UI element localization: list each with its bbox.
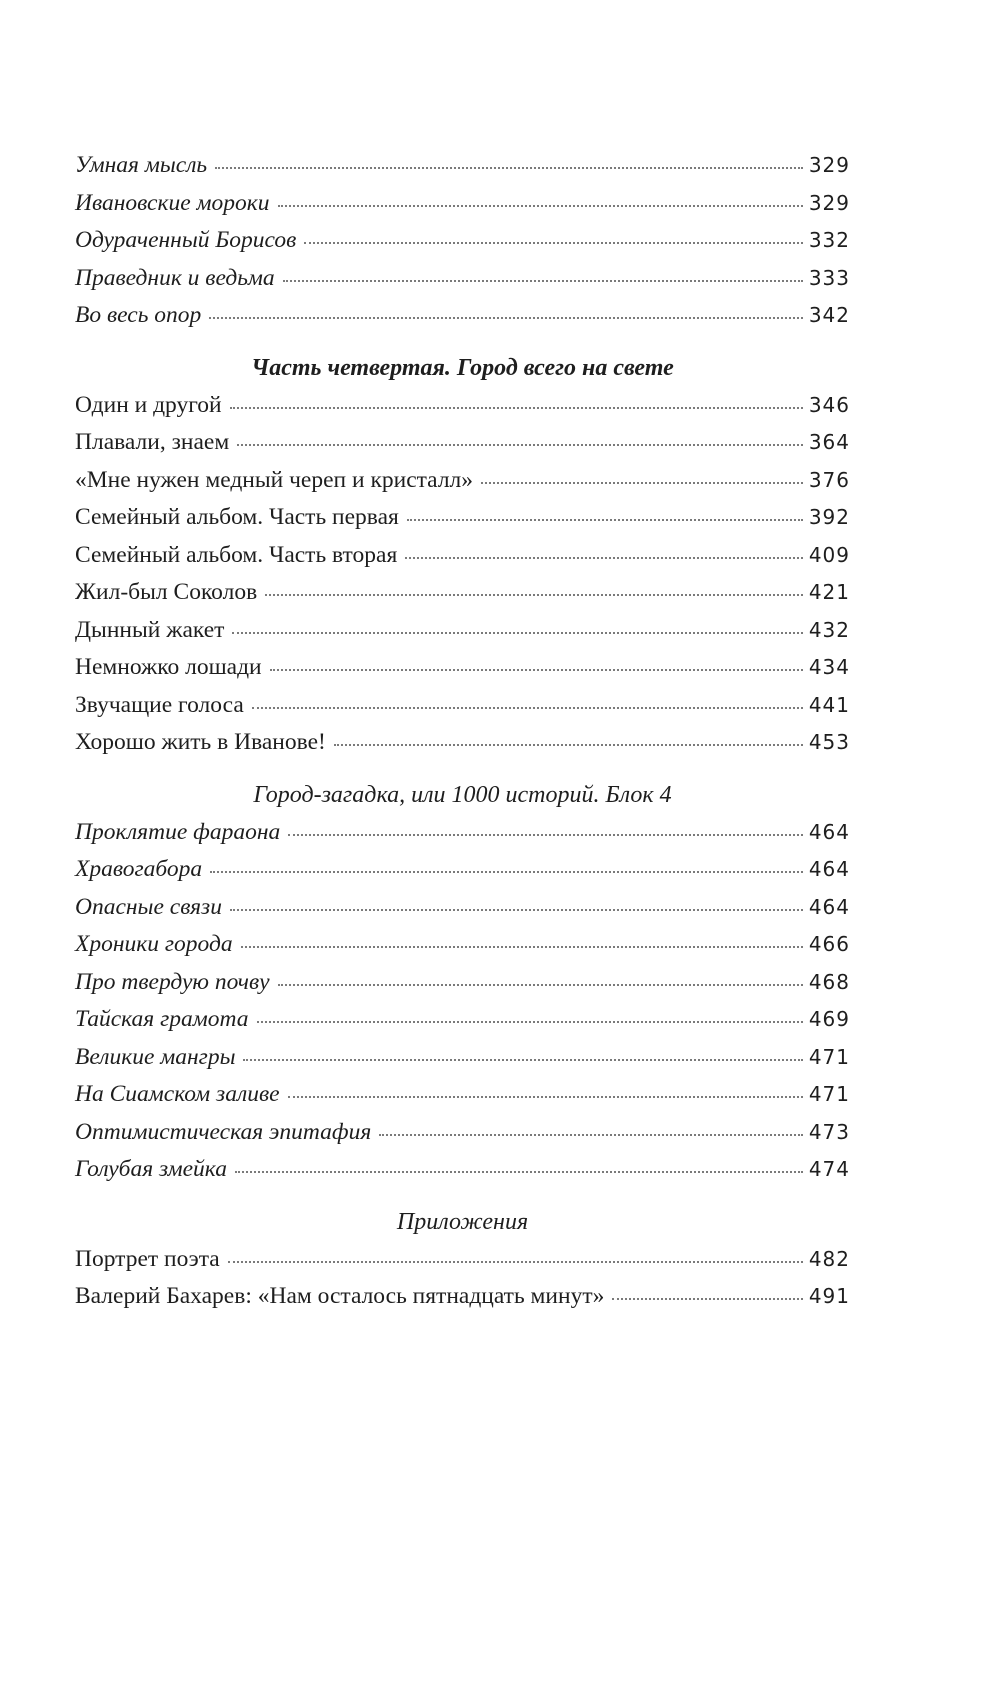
toc-entry-title: Оптимистическая эпитафия	[75, 1118, 372, 1145]
toc-entry	[75, 724, 850, 762]
dot-leader	[228, 1261, 803, 1263]
toc-entry-page: 329	[808, 153, 850, 177]
dot-leader	[265, 594, 803, 596]
toc-entry-page: 453	[808, 730, 850, 754]
section-heading: Город-загадка, или 1000 историй. Блок 4	[253, 781, 672, 808]
toc-entry-title: Семейный альбом. Часть вторая	[75, 541, 398, 568]
toc-entry-page: 329	[808, 190, 850, 215]
section-heading: Часть четвертая. Город всего на свете	[251, 354, 674, 381]
toc-entry-page: 473	[808, 1119, 850, 1144]
toc-entry	[75, 814, 850, 852]
toc-entry	[75, 1114, 850, 1152]
toc-section-continued	[75, 147, 850, 335]
dot-leader	[288, 834, 803, 836]
toc-entry-title: Тайская грамота	[75, 1006, 249, 1032]
toc-entry-page: 471	[808, 1082, 850, 1106]
dot-leader	[334, 744, 803, 746]
toc-entry	[75, 537, 850, 575]
toc-entry-title: Умная мысль	[75, 152, 208, 178]
toc-entry-title: Во весь опор	[75, 302, 202, 328]
dot-leader	[304, 242, 803, 244]
toc-entry	[75, 462, 850, 500]
dot-leader	[230, 909, 803, 911]
dot-leader	[243, 1059, 802, 1061]
toc-entry-page: 441	[808, 692, 850, 717]
toc-entry-page: 364	[808, 430, 850, 454]
toc-entry-title: Одураченный Борисов	[75, 227, 297, 253]
dot-leader	[288, 1096, 803, 1098]
toc-entry-title: Семейный альбом. Часть первая	[75, 504, 399, 530]
dot-leader	[278, 984, 803, 986]
toc-entry	[75, 1278, 850, 1316]
toc-entry-title: Дынный жакет	[75, 616, 225, 643]
toc-entry-title: На Сиамском заливе	[75, 1081, 280, 1107]
toc-entry-title: Проклятие фараона	[75, 818, 281, 845]
toc-section-block-four	[75, 776, 850, 1189]
toc-entry	[75, 574, 850, 612]
toc-entry	[75, 222, 850, 260]
toc-entry	[75, 297, 850, 335]
toc-entry	[75, 499, 850, 537]
toc-entry-page: 434	[808, 655, 850, 679]
dot-leader	[278, 205, 803, 207]
toc-entry	[75, 1151, 850, 1189]
toc-entry-title: Звучащие голоса	[75, 691, 244, 718]
toc-entry	[75, 185, 850, 223]
toc-entry-page: 432	[808, 617, 850, 642]
toc-entry	[75, 649, 850, 687]
toc-entry-title: Портрет поэта	[75, 1245, 220, 1272]
toc-entry-page: 471	[808, 1044, 850, 1069]
toc-entry-page: 421	[808, 580, 850, 604]
toc-entry	[75, 147, 850, 185]
toc-entry-title: «Мне нужен медный череп и кристалл»	[75, 466, 474, 493]
toc-entry-page: 466	[808, 932, 850, 956]
toc-entry	[75, 424, 850, 462]
toc-entry	[75, 1039, 850, 1077]
dot-leader	[283, 280, 803, 282]
dot-leader	[405, 557, 803, 559]
toc-entry	[75, 964, 850, 1002]
toc-entry-title: Валерий Бахарев: «Нам осталось пятнадцать минут»	[75, 1283, 605, 1309]
dot-leader	[235, 1171, 803, 1173]
toc-entry	[75, 1076, 850, 1114]
toc-entry-title: Опасные связи	[75, 893, 222, 920]
toc-entry	[75, 260, 850, 298]
toc-entry-title: Один и другой	[75, 391, 222, 418]
toc-entry-page: 468	[808, 969, 850, 994]
toc-entry-page: 376	[808, 467, 850, 492]
toc-entry-page: 482	[808, 1246, 850, 1271]
toc-section-part-four	[75, 349, 850, 762]
toc-entry-page: 346	[808, 392, 850, 417]
dot-leader	[252, 707, 803, 709]
toc-entry-page: 332	[808, 228, 850, 252]
dot-leader	[612, 1298, 802, 1300]
toc-section-appendices	[75, 1203, 850, 1316]
toc-entry-page: 392	[808, 505, 850, 529]
toc-entry-title: Праведник и ведьма	[75, 264, 275, 291]
section-gap	[75, 335, 850, 349]
toc-entry-title: Про твердую почву	[75, 968, 270, 995]
toc-entry	[75, 851, 850, 889]
toc-entry-page: 342	[808, 303, 850, 327]
section-gap	[75, 1189, 850, 1203]
toc-entry-page: 333	[808, 265, 850, 290]
toc-entry	[75, 1241, 850, 1279]
toc-entry-page: 469	[808, 1007, 850, 1031]
toc-entry	[75, 387, 850, 425]
dot-leader	[237, 444, 803, 446]
dot-leader	[407, 519, 803, 521]
section-heading: Приложения	[396, 1208, 529, 1235]
toc-entry-title: Жил-был Соколов	[75, 579, 258, 605]
toc-entry-title: Великие мангры	[75, 1043, 236, 1070]
toc-entry-page: 491	[808, 1284, 850, 1308]
dot-leader	[270, 669, 803, 671]
toc-entry-title: Немножко лошади	[75, 654, 262, 680]
dot-leader	[232, 632, 802, 634]
section-gap	[75, 762, 850, 776]
toc-entry	[75, 926, 850, 964]
dot-leader	[209, 317, 803, 319]
toc-entry-title: Плавали, знаем	[75, 429, 230, 455]
toc-entry	[75, 1001, 850, 1039]
dot-leader	[210, 871, 803, 873]
dot-leader	[230, 407, 803, 409]
dot-leader	[215, 167, 803, 169]
toc-entry-title: Хроники города	[75, 931, 233, 957]
toc-entry	[75, 687, 850, 725]
table-of-contents	[75, 147, 850, 1316]
toc-entry-page: 464	[808, 857, 850, 881]
dot-leader	[379, 1134, 803, 1136]
toc-entry-page: 464	[808, 819, 850, 844]
toc-entry-title: Голубая змейка	[75, 1156, 227, 1182]
dot-leader	[257, 1021, 803, 1023]
toc-entry	[75, 612, 850, 650]
toc-entry-page: 409	[808, 542, 850, 567]
dot-leader	[241, 946, 803, 948]
toc-entry-title: Хорошо жить в Иванове!	[75, 729, 326, 755]
toc-entry-page: 474	[808, 1157, 850, 1181]
toc-entry-title: Хравогабора	[75, 856, 203, 882]
toc-entry	[75, 889, 850, 927]
toc-entry-page: 464	[808, 894, 850, 919]
dot-leader	[481, 482, 803, 484]
toc-entry-title: Ивановские мороки	[75, 189, 270, 216]
